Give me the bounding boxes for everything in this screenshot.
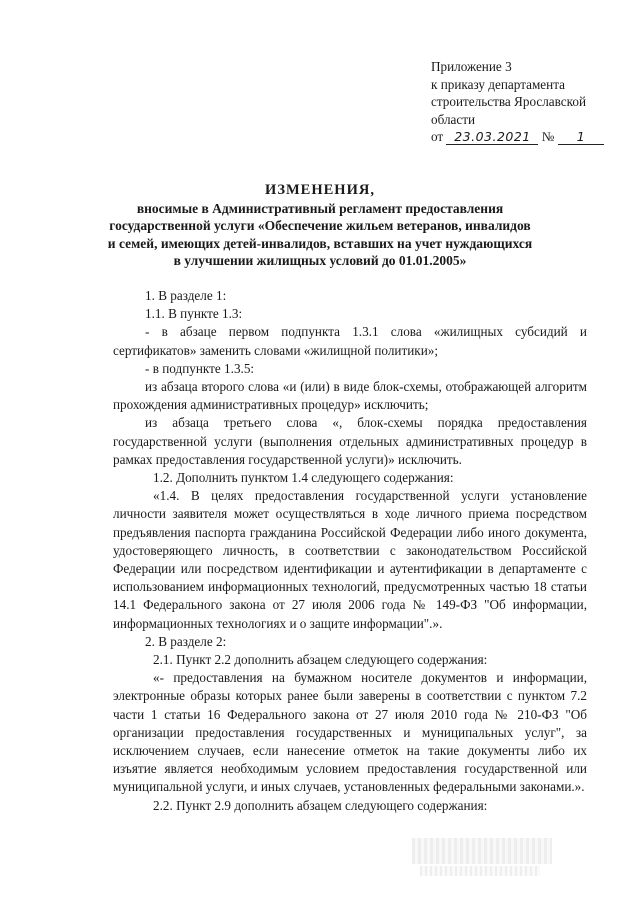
blurred-footer-mark — [412, 838, 552, 864]
appendix-department-line: строительства Ярославской — [431, 94, 587, 109]
handwritten-date: 23.03.2021 — [446, 130, 538, 145]
appendix-date-number-line — [431, 128, 631, 146]
item-1-2-text: «1.4. В целях предоставления государственной услуги установление личности заявителя может осуществляться в ходе личного приема посредством предъявления паспорта гражданина Российской Федерации либо иного документа, удостоверяющего личность, в соответствии с законодательством Российской Федерации или посредством идентификации и аутентификации в департаменте с использованием информационных технологий, предусмотренных частью 18 статьи 14.1 Федерального закона от 27 июля 2006 года № 149-ФЗ "Об информации, информационных технологиях и о защите информации".». — [113, 488, 587, 631]
appendix-region-line: области — [431, 111, 476, 127]
item-1-2: 1.2. Дополнить пунктом 1.4 следующего содержания: — [153, 470, 454, 486]
item-1-1: 1.1. В пункте 1.3: — [145, 306, 243, 322]
handwritten-number: 1 — [558, 130, 604, 145]
title-line-2: государственной услуги «Обеспечение жильем ветеранов, инвалидов — [109, 218, 531, 234]
from-label: от — [431, 129, 444, 144]
title-main: ИЗМЕНЕНИЯ, — [265, 182, 375, 198]
appendix-title: Приложение 3 — [431, 59, 512, 74]
appendix-order-line: к приказу департамента — [431, 76, 565, 92]
item-1-1-para-2: - в подпункте 1.3.5: — [145, 360, 255, 376]
document-title — [60, 182, 580, 269]
title-line-4: в улучшении жилищных условий до 01.01.2005» — [173, 252, 467, 268]
item-1-1-para-3: из абзаца второго слова «и (или) в виде блок-схемы, отображающей алгоритм прохождения административных процедур» исключить; — [113, 379, 587, 413]
title-line-1: вносимые в Административный регламент предоставления — [136, 201, 504, 217]
item-2-1-text: «- предоставления на бумажном носителе документов и информации, электронные образы которых ранее были заверены в соответствии с пунктом 7.2 части 1 статьи 16 Федерального закона от 27 июля 2010 года № 210-ФЗ "Об организации предоставления государственных и муниципальных услуг", за исключением случаев, если нанесение отметок на такие документы либо их изъятие является необходимым условием предоставления государственной или муниципальной услуги, и иных случаев, установленных федеральными законами.». — [113, 670, 587, 795]
item-1-1-para-1: - в абзаце первом подпункта 1.3.1 слова «жилищных субсидий и сертификатов» заменить словами «жилищной политики»; — [113, 324, 587, 358]
item-2-2: 2.2. Пункт 2.9 дополнить абзацем следующего содержания: — [153, 797, 488, 813]
title-line-3: и семей, имеющих детей-инвалидов, вставших на учет нуждающихся — [107, 235, 533, 251]
number-label: № — [541, 129, 555, 144]
section-1-heading: 1. В разделе 1: — [145, 288, 227, 303]
appendix-block — [431, 58, 631, 146]
section-2-heading: 2. В разделе 2: — [145, 633, 227, 649]
item-1-1-para-4: из абзаца третьего слова «, блок-схемы порядка предоставления государственной услуги (выполнения отдельных административных процедур в рамках предоставления государственной услуги)» исключить. — [113, 415, 587, 467]
blurred-footer-mark-2 — [420, 866, 540, 876]
item-2-1: 2.1. Пункт 2.2 дополнить абзацем следующего содержания: — [153, 652, 488, 668]
document-body — [113, 287, 587, 815]
